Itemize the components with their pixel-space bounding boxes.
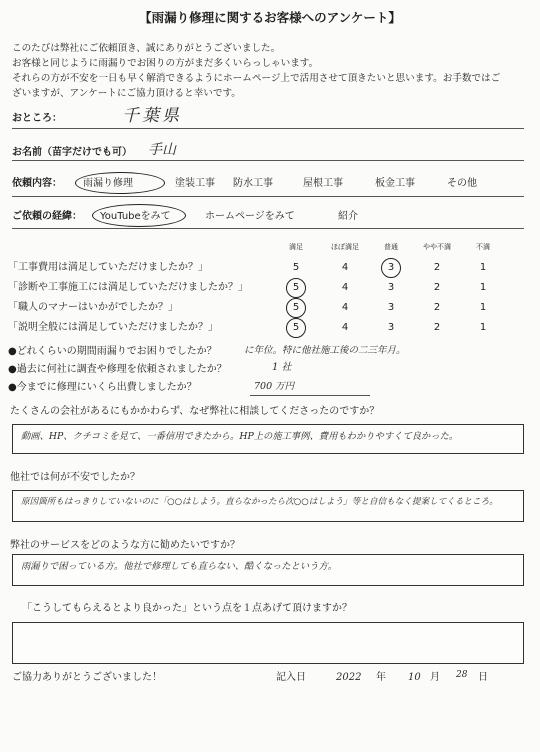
request-option[interactable]: 防水工事 (233, 178, 273, 189)
request-option[interactable]: 塗装工事 (175, 178, 215, 189)
rating-question: 「工事費用は満足していただけましたか？」 (8, 262, 208, 273)
intro-line: それらの方が不安を一日も早く解消できるようにホームページ上で活用させて頂きたいと思います。お手数ではご (12, 73, 501, 84)
rating-score-option[interactable]: 4 (341, 262, 349, 273)
rating-header: 普通 (384, 243, 398, 251)
request-option[interactable]: 雨漏り修理 (83, 178, 133, 189)
day-unit: 日 (478, 672, 488, 683)
cost-question: ●今までに修理にいくら出費しましたか？ (8, 382, 197, 393)
address-label: おところ： (12, 113, 62, 124)
thanks-text: ご協力ありがとうございました！ (12, 672, 162, 683)
why-question: たくさんの会社があるにもかかわらず、なぜ弊社に相談してくださったのですか？ (10, 406, 380, 417)
cost-answer[interactable]: 700 万円 (254, 381, 295, 392)
rating-score-option[interactable]: 4 (341, 282, 349, 293)
address-value[interactable]: 千葉県 (122, 106, 182, 126)
rating-score-option[interactable]: 2 (433, 282, 441, 293)
period-question: ●どれくらいの期間雨漏りでお困りでしたか？ (8, 346, 217, 357)
channel-option[interactable]: ホームページをみて (205, 211, 295, 222)
rating-score-option[interactable]: 2 (433, 262, 441, 273)
date-day[interactable]: 28 (456, 670, 468, 680)
rating-header: 満足 (289, 243, 303, 251)
recommend-answer: 雨漏りで困っている方。他社で修理しても直らない、酷くなったという方。 (21, 561, 338, 572)
rating-score-option[interactable]: 5 (292, 282, 300, 293)
name-underline (12, 160, 524, 161)
rating-score-option[interactable]: 1 (479, 302, 487, 313)
rating-score-option[interactable]: 5 (292, 262, 300, 273)
rating-score-option[interactable]: 4 (341, 302, 349, 313)
rating-question: 「職人のマナーはいかがでしたか？」 (8, 302, 178, 313)
worry-answer: 原因箇所もはっきりしていないのに「○○はしよう。直らなかったら次○○はしよう」等と自信もなく提案してくるところ。 (21, 497, 498, 507)
rating-score-option[interactable]: 3 (387, 322, 395, 333)
rating-score-option[interactable]: 1 (479, 262, 487, 273)
channel-option[interactable]: 紹介 (338, 211, 358, 222)
worry-answer-box[interactable] (12, 490, 524, 522)
worry-question: 他社では何が不安でしたか？ (10, 472, 140, 483)
rating-score-option[interactable]: 2 (433, 322, 441, 333)
other-company-question: ●過去に何社に調査や修理を依頼されましたか？ (8, 364, 227, 375)
request-option[interactable]: その他 (447, 178, 477, 189)
improve-answer-box[interactable] (12, 622, 524, 664)
rating-score-option[interactable]: 3 (387, 302, 395, 313)
intro-line: ざいますが、アンケートにご協力頂けると幸いです。 (12, 88, 241, 99)
rating-score-option[interactable]: 1 (479, 322, 487, 333)
rating-header: ほぼ満足 (331, 243, 359, 251)
year-unit: 年 (376, 672, 386, 683)
rating-header: 不満 (476, 243, 490, 251)
date-label: 記入日 (276, 672, 306, 683)
month-unit: 月 (430, 672, 440, 683)
channel-option[interactable]: YouTubeをみて (100, 211, 171, 222)
cost-underline (250, 395, 370, 396)
channel-label: ご依頼の経緯： (12, 211, 82, 222)
rating-score-option[interactable]: 3 (387, 282, 395, 293)
name-value[interactable]: 手山 (148, 142, 176, 158)
recommend-answer-box[interactable] (12, 554, 524, 586)
rating-score-option[interactable]: 5 (292, 302, 300, 313)
request-option[interactable]: 板金工事 (375, 178, 415, 189)
request-option[interactable]: 屋根工事 (303, 178, 343, 189)
why-answer: 動画、HP、クチコミを見て、一番信用できたから。HP上の施工事例、費用もわかりやすくて良かった。 (21, 431, 459, 442)
date-month[interactable]: 10 (408, 672, 421, 683)
address-underline (12, 128, 524, 129)
rating-score-option[interactable]: 4 (341, 322, 349, 333)
rating-score-option[interactable]: 3 (387, 262, 395, 273)
name-label: お名前（苗字だけでも可） (12, 147, 132, 158)
request-label: 依頼内容： (12, 178, 62, 189)
period-answer[interactable]: に年位。特に他社施工後の二三年月。 (244, 345, 406, 356)
rating-score-option[interactable]: 2 (433, 302, 441, 313)
intro-line: このたびは弊社にご依頼頂き、誠にありがとうございました。 (12, 43, 281, 54)
rating-score-option[interactable]: 5 (292, 322, 300, 333)
survey-title: 【雨漏り修理に関するお客様へのアンケート】 (139, 10, 401, 25)
date-year[interactable]: 2022 (336, 672, 362, 683)
request-underline (12, 196, 524, 197)
intro-line: お客様と同じように雨漏りでお困りの方がまだ多くいらっしゃいます。 (12, 58, 319, 69)
channel-underline (12, 228, 524, 229)
improve-question: 「こうしてもらえるとより良かった」という点を１点あげて頂けますか？ (22, 603, 352, 614)
recommend-question: 弊社のサービスをどのような方に勧めたいですか？ (10, 540, 240, 551)
rating-question: 「診断や工事施工には満足していただけましたか？」 (8, 282, 248, 293)
rating-score-option[interactable]: 1 (479, 282, 487, 293)
why-answer-box[interactable] (12, 424, 524, 454)
rating-question: 「説明全般には満足していただけましたか？」 (8, 322, 218, 333)
other-company-answer[interactable]: 1 社 (272, 362, 292, 373)
rating-header: やや不満 (423, 243, 451, 251)
